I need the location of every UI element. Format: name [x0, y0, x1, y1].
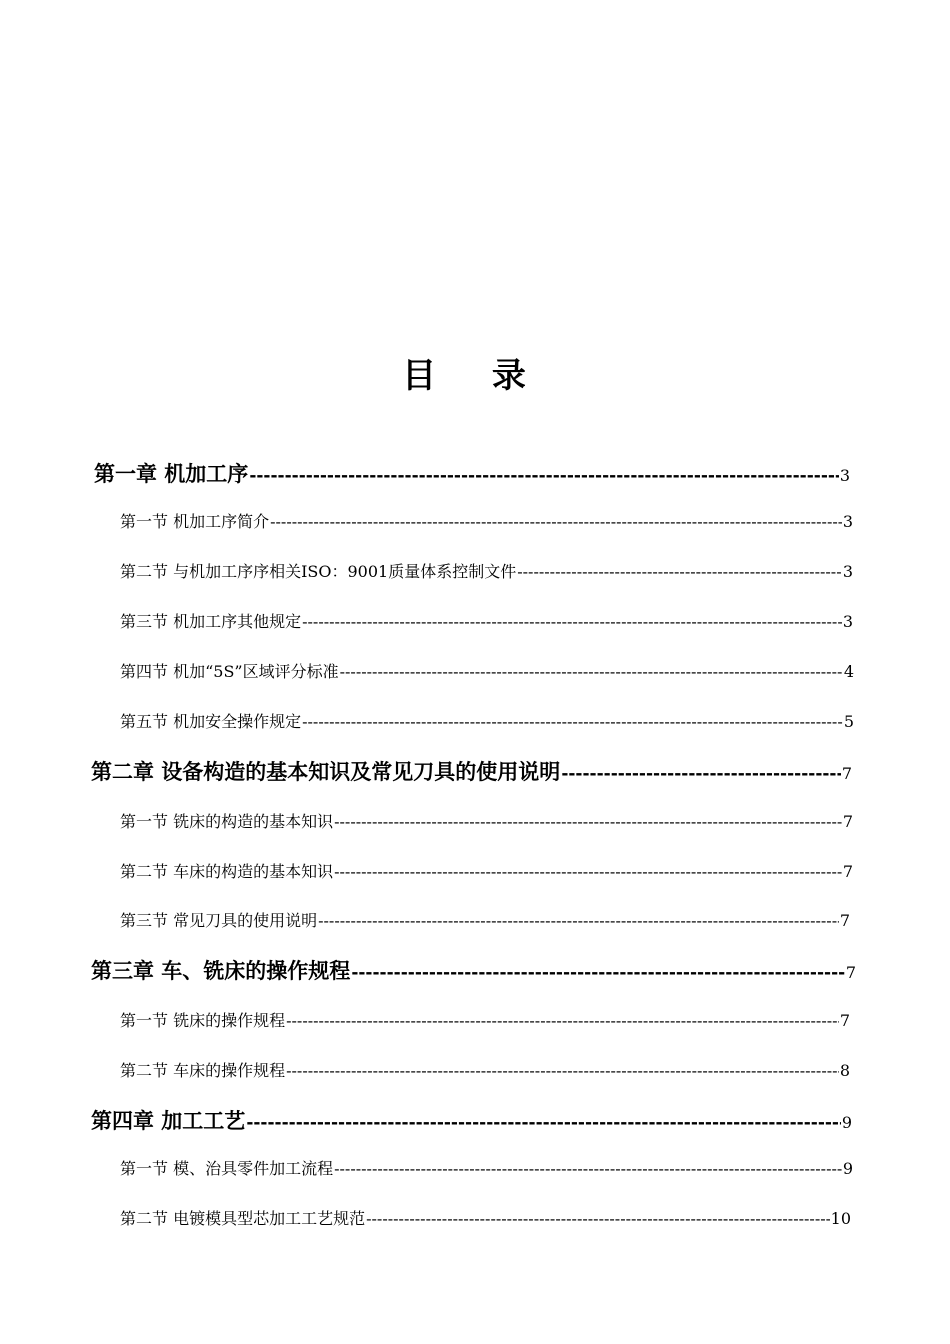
toc-page-number: 9 — [841, 1113, 852, 1132]
toc-page-number: 7 — [842, 812, 853, 831]
toc-chapter-1[interactable] — [94, 458, 850, 490]
toc-entry-label: 第三节 机加工序其他规定 — [120, 612, 302, 631]
dot-leader — [340, 656, 843, 688]
dot-leader — [249, 460, 839, 492]
toc-entry-label: 第三节 常见刀具的使用说明 — [120, 911, 318, 930]
dot-leader — [302, 606, 842, 638]
toc-page-number: 3 — [842, 512, 853, 531]
toc-chapter-4[interactable] — [91, 1105, 852, 1137]
toc-section-2-1[interactable] — [120, 806, 853, 838]
toc-title: 目 录 — [402, 356, 548, 396]
dot-leader — [351, 957, 845, 989]
toc-entry-label: 第四节 机加“5S”区域评分标准 — [120, 662, 339, 681]
toc-page-number: 7 — [842, 862, 853, 881]
toc-page-number: 3 — [842, 612, 853, 631]
toc-page-number: 4 — [843, 662, 854, 681]
toc-section-4-1[interactable] — [120, 1153, 853, 1185]
toc-entry-label: 第一节 机加工序简介 — [120, 512, 270, 531]
toc-section-4-2[interactable] — [120, 1203, 851, 1235]
dot-leader — [334, 1153, 842, 1185]
dot-leader — [286, 1005, 839, 1037]
toc-page-number: 7 — [839, 1011, 850, 1030]
toc-entry-label: 第一节 铣床的操作规程 — [120, 1011, 286, 1030]
toc-page-number: 10 — [830, 1209, 851, 1228]
toc-page-number: 9 — [842, 1159, 853, 1178]
toc-page-number: 7 — [839, 911, 850, 930]
dot-leader — [334, 806, 842, 838]
toc-section-2-2[interactable] — [120, 856, 853, 888]
toc-page-number: 3 — [842, 562, 853, 581]
dot-leader — [286, 1055, 839, 1087]
toc-entry-label: 第二章 设备构造的基本知识及常见刀具的使用说明 — [91, 760, 561, 784]
dot-leader — [334, 856, 842, 888]
toc-section-1-3[interactable] — [120, 606, 853, 638]
toc-entry-label: 第二节 车床的构造的基本知识 — [120, 862, 334, 881]
dot-leader — [366, 1203, 830, 1235]
toc-page-number: 8 — [839, 1061, 850, 1080]
toc-entry-label: 第二节 与机加工序序相关ISO：9001质量体系控制文件 — [120, 562, 517, 581]
toc-chapter-2[interactable] — [91, 756, 852, 788]
toc-section-1-5[interactable] — [120, 706, 854, 738]
dot-leader — [246, 1107, 841, 1139]
toc-entry-label: 第二节 电镀模具型芯加工工艺规范 — [120, 1209, 366, 1228]
toc-page-number: 7 — [841, 764, 852, 783]
toc-entry-label: 第一节 模、治具零件加工流程 — [120, 1159, 334, 1178]
toc-section-3-1[interactable] — [120, 1005, 850, 1037]
dot-leader — [318, 905, 839, 937]
toc-section-1-2[interactable] — [120, 556, 853, 588]
toc-page-number: 7 — [845, 963, 856, 982]
toc-page-number: 3 — [839, 466, 850, 485]
toc-page-number: 5 — [843, 712, 854, 731]
dot-leader — [270, 506, 842, 538]
toc-entry-label: 第二节 车床的操作规程 — [120, 1061, 286, 1080]
toc-section-1-4[interactable] — [120, 656, 854, 688]
toc-entry-label: 第三章 车、铣床的操作规程 — [91, 959, 351, 983]
toc-entry-label: 第五节 机加安全操作规定 — [120, 712, 302, 731]
toc-section-3-2[interactable] — [120, 1055, 850, 1087]
toc-chapter-3[interactable] — [91, 955, 856, 987]
toc-entry-label: 第四章 加工工艺 — [91, 1109, 246, 1133]
dot-leader — [517, 556, 842, 588]
toc-entry-label: 第一节 铣床的构造的基本知识 — [120, 812, 334, 831]
dot-leader — [561, 758, 841, 790]
dot-leader — [302, 706, 843, 738]
toc-section-2-3[interactable] — [120, 905, 850, 937]
toc-section-1-1[interactable] — [120, 506, 853, 538]
toc-entry-label: 第一章 机加工序 — [94, 462, 249, 486]
